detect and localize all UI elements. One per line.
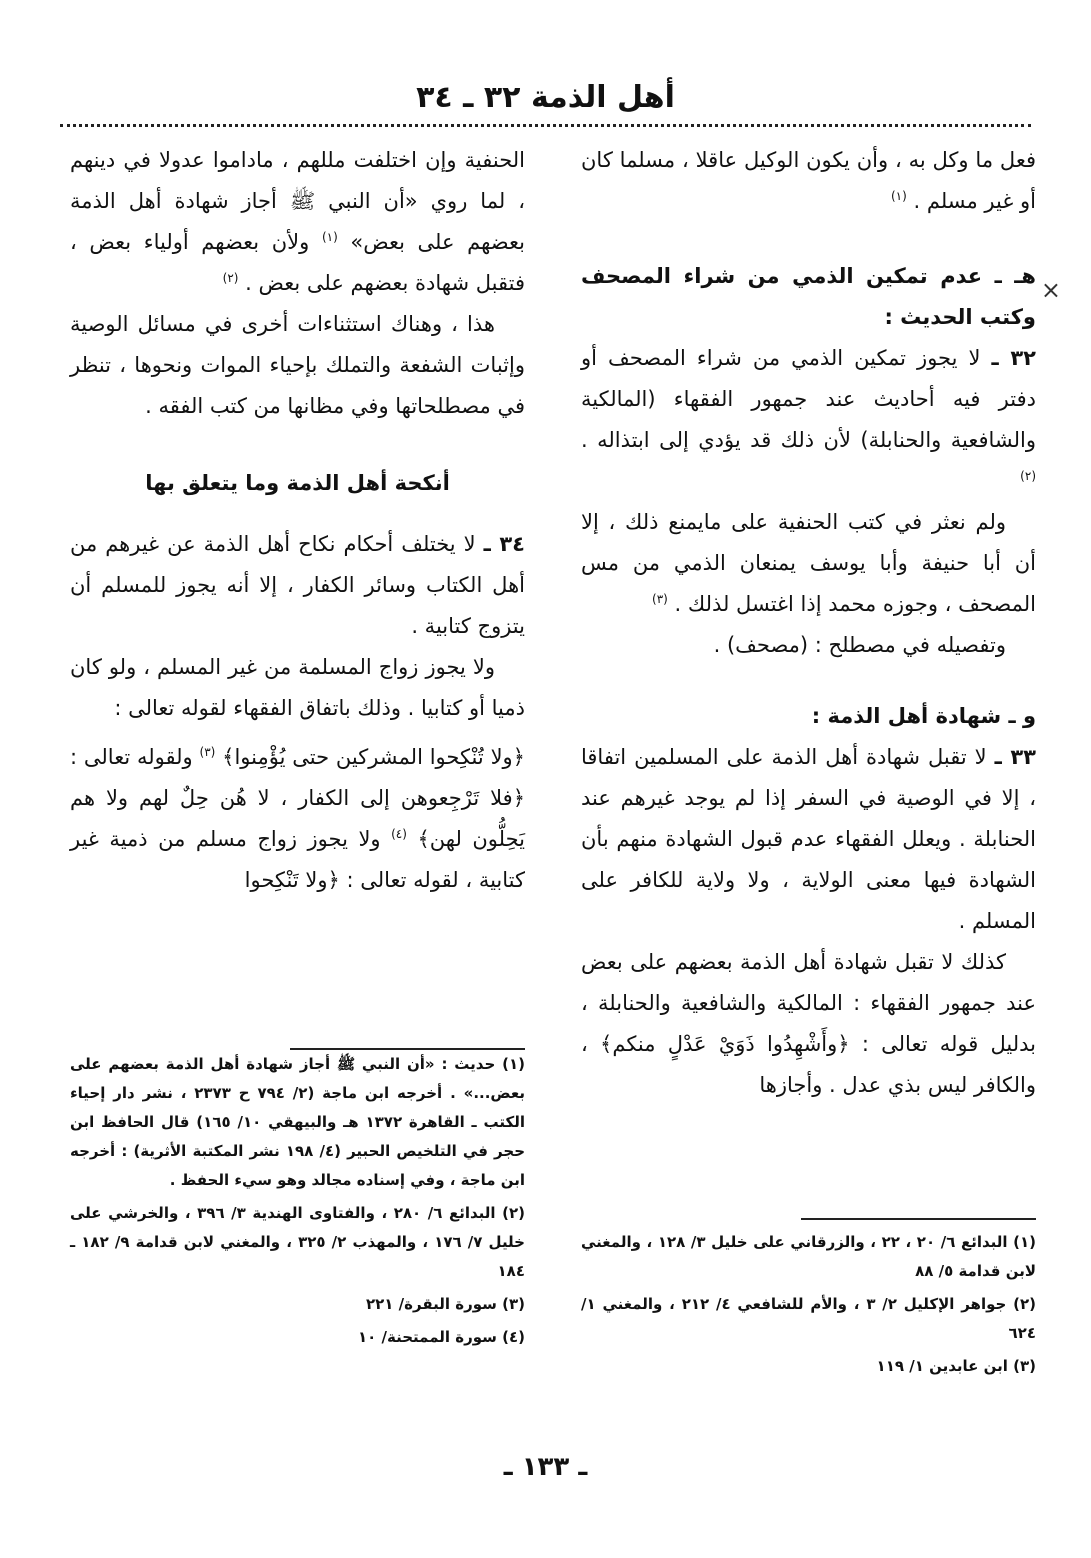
section-heading: أنكحة أهل الذمة وما يتعلق بها [145, 471, 450, 495]
paragraph-text: لا تقبل شهادة أهل الذمة على المسلمين اتفاقا ، إلا في الوصية في السفر إذا لم يوجد غيرهم عند الحنابلة . ويعلل الفقهاء عدم قبول الشهادة منهم بأن الشهادة فيها معنى الولاية ، ولا ولاية للكافر على المسلم . [581, 745, 1036, 933]
paragraph: هذا ، وهناك استثناءات أخرى في مسائل الوصية وإثبات الشفعة والتملك بإحياء الموات ونحوها ، تنظر في مصطلحاتها وفي مظانها من كتب الفقه . [70, 312, 525, 418]
paragraph: وتفصيله في مصطلح : (مصحف) . [713, 633, 1006, 657]
footnote-ref: (١) [890, 189, 907, 203]
paragraph [581, 502, 1036, 625]
footnotes-right [581, 1228, 1036, 1385]
paragraph-text: لا يختلف أحكام نكاح أهل الذمة عن غيرهم من أهل الكتاب وسائر الكفار ، إلا أنه يجوز للمسلم أن يتزوج كتابية . [70, 532, 525, 638]
footnote-rule-right [801, 1218, 1036, 1220]
footnote-ref: (٣) [199, 745, 216, 759]
paragraph-text: ولا يجوز زواج مسلم من ذمية غير كتابية ، لقوله تعالى : ﴿ولا تَنْكِحوا [70, 827, 525, 892]
paragraph-text: ولأن بعضهم أولياء بعض ، فتقبل شهادة بعضهم على بعض . [70, 230, 525, 295]
paragraph: ولا يجوز زواج المسلمة من غير المسلم ، ولو كان ذميا أو كتابيا . وذلك باتفاق الفقهاء لقوله تعالى : [70, 655, 525, 720]
footnote-ref: (٢) [1020, 469, 1036, 483]
paragraph: كذلك لا تقبل شهادة أهل الذمة بعضهم على بعض عند جمهور الفقهاء : المالكية والشافعية والحنابلة ، بدليل قوله تعالى : ﴿وأَشْهِدُوا ذَوَيْ عَدْلٍ منكم﴾ ، والكافر ليس بذي عدل . وأجازها [581, 950, 1036, 1097]
paragraph-text: الحنفية وإن اختلفت مللهم ، ماداموا عدولا في دينهم ، لما روي «أن النبي ﷺ أجاز شهادة أهل الذمة بعضهم على بعض» [70, 148, 525, 254]
paragraph [581, 140, 1036, 222]
footnote: (١) البدائع ٦/ ٢٠ ، ٢٢ ، والزرقاني على خليل ٣/ ١٢٨ ، والمغني لابن قدامة ٥/ ٨٨ [581, 1233, 1037, 1280]
page-number: ـ ١٣٣ ـ [503, 1452, 588, 1482]
right-column [581, 140, 1036, 1106]
footnote: (٢) البدائع ٦/ ٢٨٠ ، والفتاوى الهندية ٣/ ٣٩٦ ، والخرشي على خليل ٧/ ١٧٦ ، والمهذب ٢/ ٣٢٥ ، والمغني لابن قدامة ٩/ ١٨٢ ـ ١٨٤ [70, 1204, 526, 1280]
paragraph [581, 737, 1036, 942]
footnote: (٤) سورة الممتحنة/ ١٠ [357, 1328, 525, 1346]
footnotes-left [70, 1050, 525, 1356]
footnote: (٣) ابن عابدين ١/ ١١٩ [876, 1357, 1036, 1375]
paragraph [70, 140, 525, 304]
footnote: (٣) سورة البقرة/ ٢٢١ [365, 1295, 525, 1313]
paragraph [70, 524, 525, 647]
paragraph-text: لا يجوز تمكين الذمي من شراء المصحف أو دفتر فيه أحاديث عند جمهور الفقهاء (المالكية والشافعية والحنابلة) لأن ذلك قد يؤدي إلى ابتذاله . [581, 346, 1036, 452]
footnote: (٢) جواهر الإكليل ٢/ ٣ ، والأم للشافعي ٤/ ٢١٢ ، والمغني ١/ ٦٢٤ [581, 1295, 1037, 1342]
footnote-ref: (١) [321, 230, 338, 244]
footnote-ref: (٣) [652, 592, 668, 606]
paragraph-number: ٣٣ ـ [994, 745, 1036, 769]
paragraph-text: ولم نعثر في كتب الحنفية على مايمنع ذلك ، إلا أن أبا حنيفة وأبا يوسف يمنعان الذمي من مس المصحف ، وجوزه محمد إذا اغتسل لذلك . [581, 510, 1036, 616]
paragraph-number: ٣٤ ـ [483, 532, 525, 556]
paragraph-text: فعل ما وكل به ، وأن يكون الوكيل عاقلا ، مسلما كان أو غير مسلم . [581, 148, 1036, 213]
page-title: أهل الذمة ٣٢ ـ ٣٤ [416, 80, 675, 115]
header-dotted-rule [60, 124, 1031, 127]
footnote-ref: (٤) [391, 827, 407, 841]
page-header [60, 78, 1031, 126]
section-heading: هـ ـ عدم تمكين الذمي من شراء المصحف وكتب الحديث : [581, 264, 1036, 329]
margin-mark: × [1040, 276, 1061, 304]
paragraph [70, 737, 525, 901]
quran-verse: ولقوله تعالى : ﴿فلا تَرْجِعوهن إلى الكفار ، لا هُن حِلٌ لهم ولا هم يَحِلُّون لهن﴾ [70, 745, 525, 851]
footnote-ref: (٢) [222, 271, 239, 285]
left-column [70, 140, 525, 901]
footnote: (١) حديث : «أن النبي ﷺ أجاز شهادة أهل الذمة بعضهم على بعض...» . أخرجه ابن ماجة (٢/ ٧٩٤ ح ٢٣٧٣ ، نشر دار إحياء الكتب ـ القاهرة ١٣٧٢ هـ والبيهقي ١٠/ ١٦٥) قال الحافظ ابن حجر في التلخيص الحبير (٤/ ١٩٨ نشر المكتبة الأثرية) : أخرجه ابن ماجة ، وفي إسناده مجالد وهو سيء الحفظ . [70, 1055, 526, 1189]
paragraph [581, 338, 1036, 502]
paragraph-number: ٣٢ ـ [991, 346, 1036, 370]
section-heading: و ـ شهادة أهل الذمة : [811, 704, 1036, 728]
quran-verse: ﴿ولا تُنْكِحوا المشركين حتى يُؤْمِنوا﴾ [222, 745, 525, 769]
